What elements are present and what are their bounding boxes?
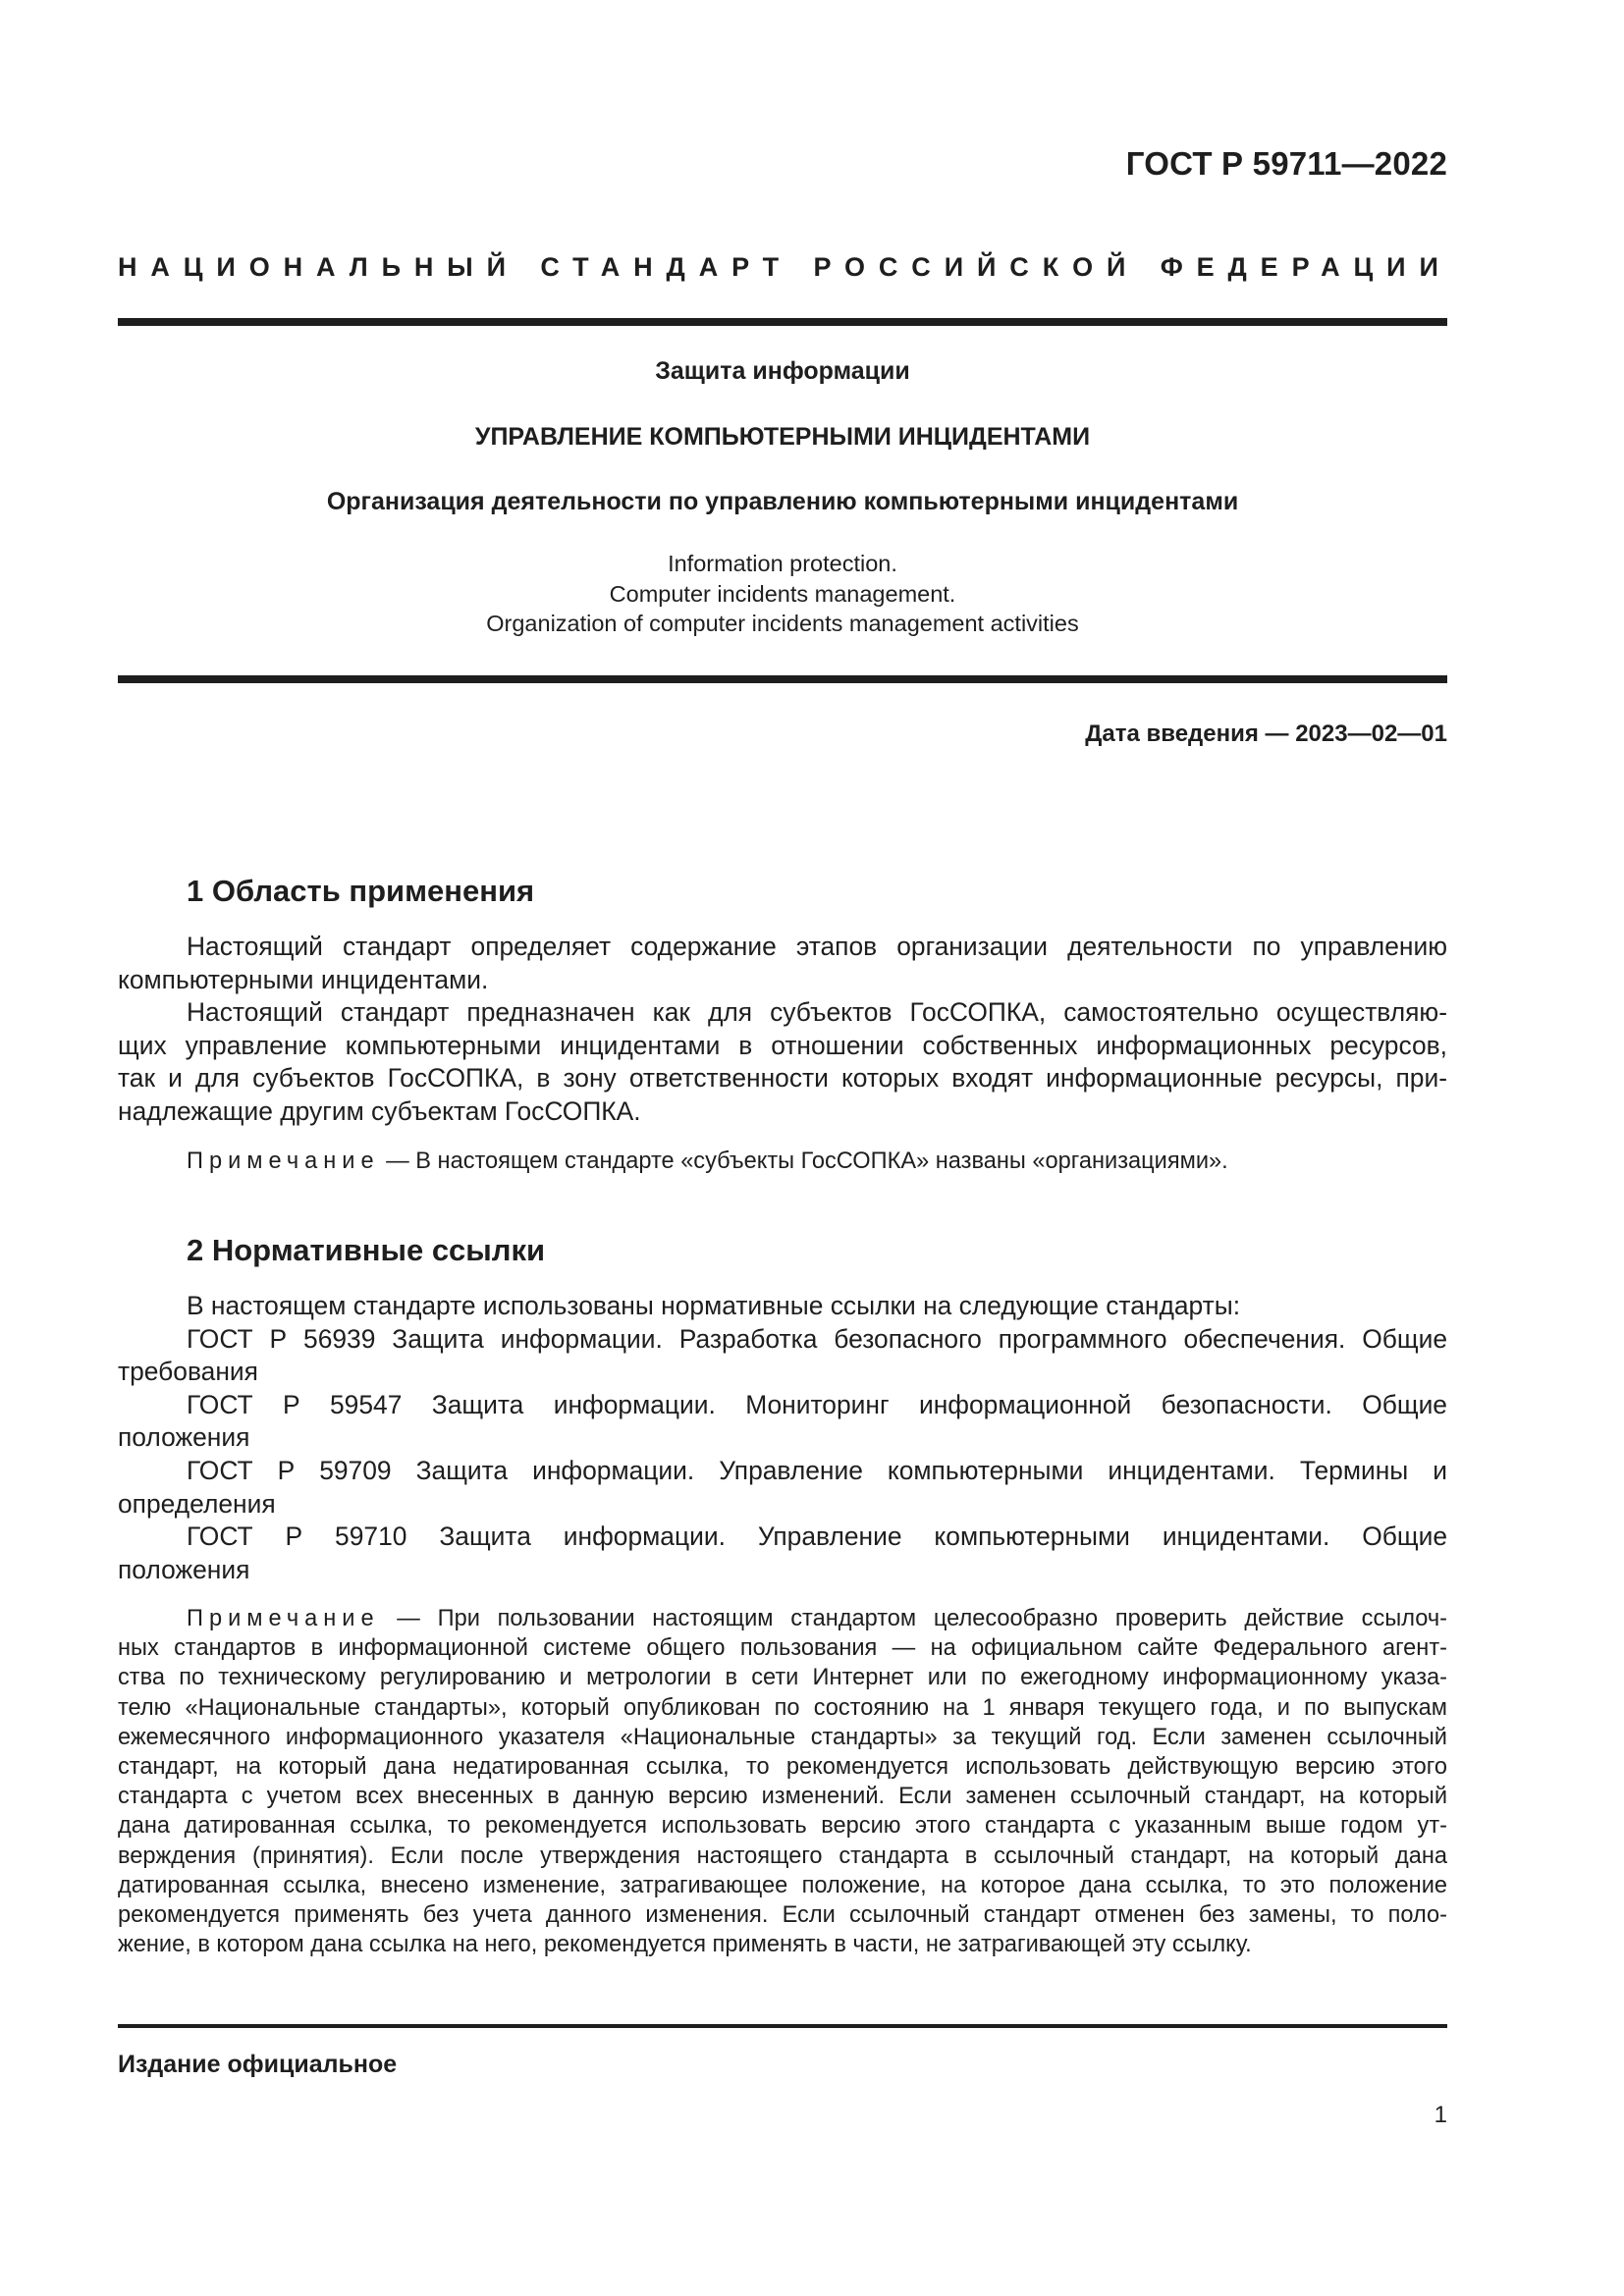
text-line: щих управление компьютерными инцидентами в отношении собственных информационных ресурсов, bbox=[118, 1030, 1447, 1060]
top-rule bbox=[118, 318, 1447, 326]
note-line: дана датированная ссылка, то рекомендуется использовать версию этого стандарта с указанным выше годом ут- bbox=[118, 1813, 1447, 1840]
reference-line: положения bbox=[118, 1422, 250, 1453]
national-standard-banner: НАЦИОНАЛЬНЫЙ СТАНДАРТ РОССИЙСКОЙ ФЕДЕРАЦИИ bbox=[118, 252, 1452, 282]
note-line bbox=[118, 1147, 1447, 1176]
note-label: Примечание bbox=[187, 1148, 380, 1174]
text-line: В настоящем стандарте использованы нормативные ссылки на следующие стандарты: bbox=[187, 1291, 1241, 1320]
note-label: Примечание bbox=[187, 1606, 380, 1631]
text-line: так и для субъектов ГосСОПКА, в зону ответственности которых входят информационные ресурсы, при- bbox=[118, 1063, 1447, 1094]
title-rule bbox=[118, 675, 1447, 683]
text-line: Настоящий стандарт определяет содержание этапов организации деятельности по управлению bbox=[187, 932, 1447, 961]
note-line: ных стандартов в информационной системе общего пользования — на официальном сайте Федерального агент- bbox=[118, 1635, 1447, 1662]
reference-gost-56939 bbox=[118, 1323, 1447, 1389]
reference-line: ГОСТ Р 59709 Защита информации. Управление компьютерными инцидентами. Термины и bbox=[187, 1456, 1447, 1485]
note-line: жение, в котором дана ссылка на него, рекомендуется применять в части, не затрагивающей эту ссылку. bbox=[118, 1932, 1252, 1958]
reference-gost-59709 bbox=[118, 1455, 1447, 1521]
official-edition-label: Издание официальное bbox=[118, 2051, 398, 2078]
note-line: датированная ссылка, внесено изменение, затрагивающее положение, на которое дана ссылка, то это положение bbox=[118, 1872, 1447, 1898]
reference-line: положения bbox=[118, 1554, 250, 1584]
text-line: компьютерными инцидентами. bbox=[118, 964, 489, 994]
title-subtitle: Организация деятельности по управлению компьютерными инцидентами bbox=[326, 488, 1239, 515]
note-line: стандарта с учетом всех внесенных в данную версию изменений. Если заменен ссылочный стандарт, на который bbox=[118, 1784, 1447, 1810]
reference-line: ГОСТ Р 59710 Защита информации. Управление компьютерными инцидентами. Общие bbox=[187, 1522, 1447, 1552]
document-page bbox=[118, 0, 1452, 2296]
section-1-paragraph-1 bbox=[118, 931, 1447, 996]
section-1-note bbox=[118, 1147, 1447, 1176]
reference-line: ГОСТ Р 59547 Защита информации. Мониторинг информационной безопасности. Общие bbox=[187, 1389, 1447, 1419]
text-line: Настоящий стандарт предназначен как для субъектов ГосСОПКА, самостоятельно осуществляю- bbox=[187, 997, 1447, 1027]
section-1-paragraph-2 bbox=[118, 996, 1447, 1128]
standard-designation: ГОСТ Р 59711—2022 bbox=[1125, 145, 1447, 182]
title-english bbox=[118, 549, 1447, 639]
page-number: 1 bbox=[1434, 2102, 1447, 2128]
title-english-line: Organization of computer incidents management activities bbox=[486, 611, 1079, 636]
note-text: — При пользовании настоящим стандартом целесообразно проверить действие ссылоч- bbox=[379, 1606, 1447, 1631]
section-1-heading: 1 Область применения bbox=[187, 874, 535, 908]
reference-line: определения bbox=[118, 1488, 276, 1519]
title-english-line: Computer incidents management. bbox=[609, 580, 956, 607]
section-2-heading: 2 Нормативные ссылки bbox=[187, 1233, 546, 1267]
text-line: надлежащие другим субъектам ГосСОПКА. bbox=[118, 1095, 641, 1126]
note-line: верждения (принятия). Если после утверждения настоящего стандарта в ссылочный стандарт, на который дана bbox=[118, 1842, 1447, 1869]
note-line: ежемесячного информационного указателя «Национальные стандарты» за текущий год. Если заменен ссылочный bbox=[118, 1724, 1447, 1750]
footer-rule bbox=[118, 2024, 1447, 2028]
title-main: УПРАВЛЕНИЕ КОМПЬЮТЕРНЫМИ ИНЦИДЕНТАМИ bbox=[474, 423, 1091, 451]
section-2-intro bbox=[118, 1290, 1447, 1323]
reference-gost-59547 bbox=[118, 1389, 1447, 1455]
note-line: стандарт, на который дана недатированная ссылка, то рекомендуется использовать действующую версию этого bbox=[118, 1753, 1447, 1780]
note-line: ства по техническому регулированию и метрологии в сети Интернет или по ежегодному информационному указа- bbox=[118, 1665, 1447, 1691]
title-subject: Защита информации bbox=[655, 357, 910, 385]
title-english-line: Information protection. bbox=[668, 551, 897, 576]
reference-gost-59710 bbox=[118, 1521, 1447, 1586]
reference-line: ГОСТ Р 56939 Защита информации. Разработка безопасного программного обеспечения. Общие bbox=[187, 1323, 1447, 1354]
note-line bbox=[118, 1604, 1447, 1633]
reference-line: требования bbox=[118, 1357, 258, 1387]
note-line: телю «Национальные стандарты», который опубликован по состоянию на 1 января текущего года, и по выпускам bbox=[118, 1694, 1447, 1721]
introduction-date: Дата введения — 2023—02—01 bbox=[1085, 721, 1447, 747]
note-text: — В настоящем стандарте «субъекты ГосСОПКА» названы «организациями». bbox=[379, 1148, 1228, 1174]
note-line: рекомендуется применять без учета данного изменения. Если ссылочный стандарт отменен без замены, то поло- bbox=[118, 1901, 1447, 1928]
section-2-note bbox=[118, 1604, 1447, 1959]
